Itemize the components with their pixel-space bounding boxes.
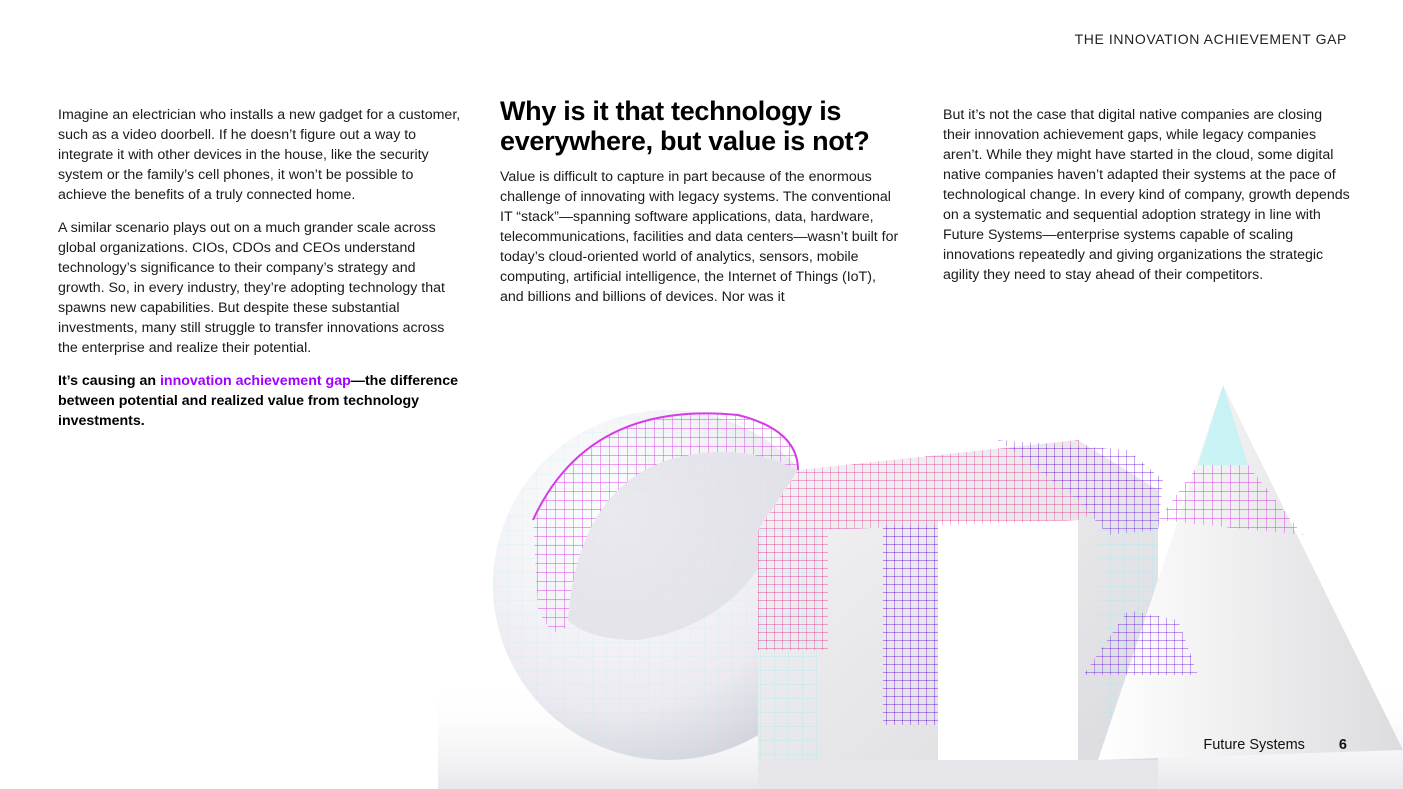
column-center bbox=[500, 96, 900, 394]
callout-paragraph bbox=[58, 371, 463, 431]
paragraph-digital-native: But it’s not the case that digital native companies are closing their innovation achievement gaps, while legacy companies aren’t. While they might have started in the cloud, some digital native companies haven’t adapted their systems at the pace of technological change. In every kind of company, growth depends on a systematic and sequential adoption strategy in line with Future Systems—enterprise systems capable of scaling innovations repeatedly and giving organizations the strategic agility they need to stay ahead of their competitors. bbox=[943, 107, 1350, 283]
callout-prefix: It’s causing an bbox=[58, 373, 160, 389]
headline: Why is it that technology is everywhere, but value is not? bbox=[500, 96, 870, 156]
paragraph-electrician: Imagine an electrician who installs a new gadget for a customer, such as a video doorbell. If he doesn’t figure out a way to integrate it with other devices in the house, like the security system or the family’s cell phones, it won’t be possible to achieve the benefits of a truly connected home. bbox=[58, 107, 461, 203]
innovation-gap-highlight: innovation achievement gap bbox=[159, 373, 351, 389]
paragraph-value: Value is difficult to capture in part because of the enormous challenge of innovating with legacy systems. The conventional IT “stack”—spanning software applications, data, hardware, telecommunications, facilities and data centers—wasn’t built for today’s cloud-oriented world of analytics, sensors, mobile computing, artificial intelligence, the Internet of Things (IoT), and billions and billions of devices. Nor was it bbox=[500, 169, 899, 305]
publication-name: Future Systems bbox=[1203, 737, 1305, 753]
body-clip bbox=[500, 167, 900, 394]
cube-frame-shape bbox=[758, 440, 1163, 789]
page-number: 6 bbox=[1338, 737, 1347, 753]
column-left bbox=[58, 105, 463, 444]
section-title: THE INNOVATION ACHIEVEMENT GAP bbox=[1074, 31, 1347, 47]
column-right bbox=[943, 105, 1353, 298]
callout-suffix: —the difference between potential and realized value from technology investments. bbox=[58, 373, 458, 429]
page-footer bbox=[1203, 737, 1347, 753]
paragraph-global-organizations: A similar scenario plays out on a much grander scale across global organizations. CIOs, CDOs and CEOs understand technology’s significance to their company’s strategy and growth. So, in every industry, they’re adopting technology that spawns new capabilities. But despite these substantial investments, many still struggle to transfer innovations across the enterprise and realize their potential. bbox=[58, 220, 445, 356]
